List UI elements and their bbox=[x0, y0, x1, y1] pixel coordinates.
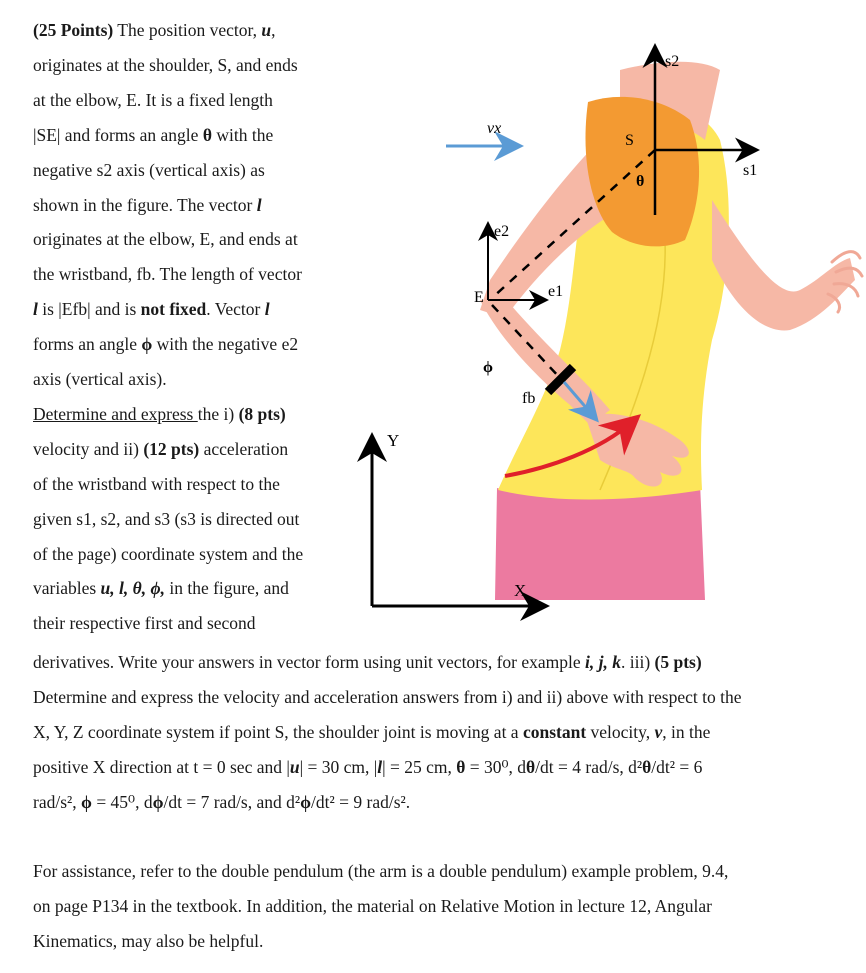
text-run: |SE| and forms an angle bbox=[33, 124, 203, 145]
text-run: of the wristband with respect to the bbox=[33, 473, 280, 494]
assistance-line bbox=[33, 931, 263, 951]
text-run: The position vector, bbox=[113, 20, 262, 40]
text-run: v bbox=[654, 721, 663, 742]
text-run: θ bbox=[456, 756, 466, 777]
text-run: , in the bbox=[662, 721, 711, 742]
text-run: of the page) coordinate system and the bbox=[33, 543, 304, 564]
fb-label: fb bbox=[522, 390, 536, 407]
text-run: Determine and express the velocity and acceleration answers from i) and ii) above with respect to the bbox=[33, 686, 742, 707]
text-run: u bbox=[289, 756, 300, 777]
problem-line bbox=[33, 264, 302, 284]
text-run: (25 Points) bbox=[33, 20, 114, 40]
text-run: on page P134 in the textbook. In addition, the material on Relative Motion in lecture 12, Angular bbox=[33, 895, 712, 916]
text-run: variables bbox=[33, 578, 101, 599]
text-run: l bbox=[256, 194, 262, 215]
text-run: /dt² = 9 rad/s². bbox=[311, 791, 411, 812]
text-run: given s1, s2, and s3 (s3 is directed out bbox=[33, 508, 300, 529]
problem-line bbox=[33, 792, 410, 812]
problem-line bbox=[33, 687, 741, 707]
text-run: their respective first and second bbox=[33, 613, 256, 634]
text-run: at the elbow, E. It is a fixed length bbox=[33, 89, 273, 110]
assistance-line bbox=[33, 861, 728, 881]
text-run: originates at the shoulder, S, and ends bbox=[33, 54, 298, 75]
text-run: u bbox=[261, 20, 272, 40]
pants bbox=[495, 482, 705, 600]
text-run: . Vector bbox=[206, 299, 265, 320]
text-run: axis (vertical axis). bbox=[33, 369, 167, 389]
problem-line bbox=[33, 509, 299, 529]
problem-line bbox=[33, 160, 265, 180]
text-run: the wristband, fb. The length of vector bbox=[33, 264, 302, 285]
text-run: | = 30 cm, | bbox=[299, 756, 378, 777]
s1-label: s1 bbox=[743, 162, 758, 179]
Y-label: Y bbox=[387, 431, 400, 450]
text-run: acceleration bbox=[199, 438, 289, 459]
text-run: u, l, θ, ϕ, bbox=[100, 578, 165, 599]
text-run: is |Efb| and is bbox=[37, 299, 141, 320]
vx-label: vx bbox=[487, 120, 502, 137]
text-run: ϕ bbox=[152, 791, 164, 812]
text-run: (5 pts) bbox=[654, 652, 702, 672]
e2-label: e2 bbox=[494, 223, 510, 240]
problem-line bbox=[33, 578, 289, 598]
text-run: θ bbox=[526, 756, 536, 777]
text-run: θ bbox=[642, 756, 652, 777]
text-run: constant bbox=[522, 721, 587, 742]
problem-line bbox=[33, 195, 262, 215]
problem-line bbox=[33, 439, 288, 459]
problem-line bbox=[33, 722, 710, 742]
problem-line bbox=[33, 125, 273, 145]
text-run: negative s2 axis (vertical axis) as bbox=[33, 159, 265, 180]
text-run: positive X direction at t = 0 sec and | bbox=[33, 756, 290, 777]
right-arm bbox=[712, 200, 855, 330]
text-run: shown in the figure. The vector bbox=[33, 194, 257, 215]
text-run: the i) bbox=[197, 403, 239, 424]
problem-line bbox=[33, 229, 298, 249]
problem-line bbox=[33, 299, 270, 319]
phi-label: ϕ bbox=[483, 359, 493, 376]
text-run: with the bbox=[211, 124, 274, 145]
theta-label: θ bbox=[636, 173, 645, 190]
text-run: | = 25 cm, bbox=[382, 756, 457, 777]
S-label: S bbox=[625, 132, 634, 149]
E-label: E bbox=[474, 289, 484, 306]
text-run: with the negative e2 bbox=[152, 334, 299, 355]
problem-line bbox=[33, 20, 276, 40]
problem-line bbox=[33, 474, 280, 494]
X-label: X bbox=[514, 581, 527, 600]
text-run: forms an angle bbox=[33, 334, 142, 355]
text-run: originates at the elbow, E, and ends at bbox=[33, 229, 298, 250]
text-run: rad/s², bbox=[33, 791, 82, 812]
text-run: , bbox=[271, 20, 276, 40]
text-run: l bbox=[33, 299, 38, 320]
text-run: l bbox=[264, 299, 270, 320]
text-run: X, Y, Z coordinate system if point S, the shoulder joint is moving at a bbox=[33, 721, 523, 742]
s2-label: s2 bbox=[665, 53, 680, 70]
text-run: /dt = 4 rad/s, d² bbox=[535, 756, 643, 777]
text-run: ϕ bbox=[300, 791, 312, 812]
text-run: = 30⁰, d bbox=[465, 756, 527, 777]
text-run: ϕ bbox=[81, 791, 92, 812]
text-run: Determine and express bbox=[33, 403, 198, 424]
text-run: i, j, k bbox=[585, 652, 621, 672]
text-run: (12 pts) bbox=[143, 438, 200, 459]
problem-line bbox=[33, 652, 702, 672]
text-run: ϕ bbox=[141, 334, 153, 355]
text-run: velocity, bbox=[586, 721, 655, 742]
problem-line bbox=[33, 55, 298, 75]
problem-line bbox=[33, 613, 256, 633]
problem-line bbox=[33, 404, 286, 424]
text-run: /dt² = 6 bbox=[651, 756, 703, 777]
problem-line bbox=[33, 369, 167, 389]
text-run: For assistance, refer to the double pendulum (the arm is a double pendulum) example problem, 9.4, bbox=[33, 861, 729, 881]
problem-line bbox=[33, 757, 702, 777]
assistance-line bbox=[33, 896, 712, 916]
text-run: in the figure, and bbox=[164, 578, 289, 599]
problem-line bbox=[33, 90, 273, 110]
text-run: . iii) bbox=[621, 652, 655, 672]
text-run: (8 pts) bbox=[238, 403, 286, 424]
text-run: Kinematics, may also be helpful. bbox=[33, 930, 264, 951]
text-run: not fixed bbox=[140, 299, 207, 320]
text-run: = 45⁰, d bbox=[91, 791, 153, 812]
text-run: velocity and ii) bbox=[33, 438, 144, 459]
problem-line bbox=[33, 544, 303, 564]
problem-line bbox=[33, 334, 298, 354]
text-run: θ bbox=[202, 124, 212, 145]
text-run: l bbox=[377, 756, 383, 777]
e1-label: e1 bbox=[548, 283, 564, 300]
text-run: derivatives. Write your answers in vector form using unit vectors, for example bbox=[33, 652, 586, 672]
text-run: /dt = 7 rad/s, and d² bbox=[163, 791, 301, 812]
